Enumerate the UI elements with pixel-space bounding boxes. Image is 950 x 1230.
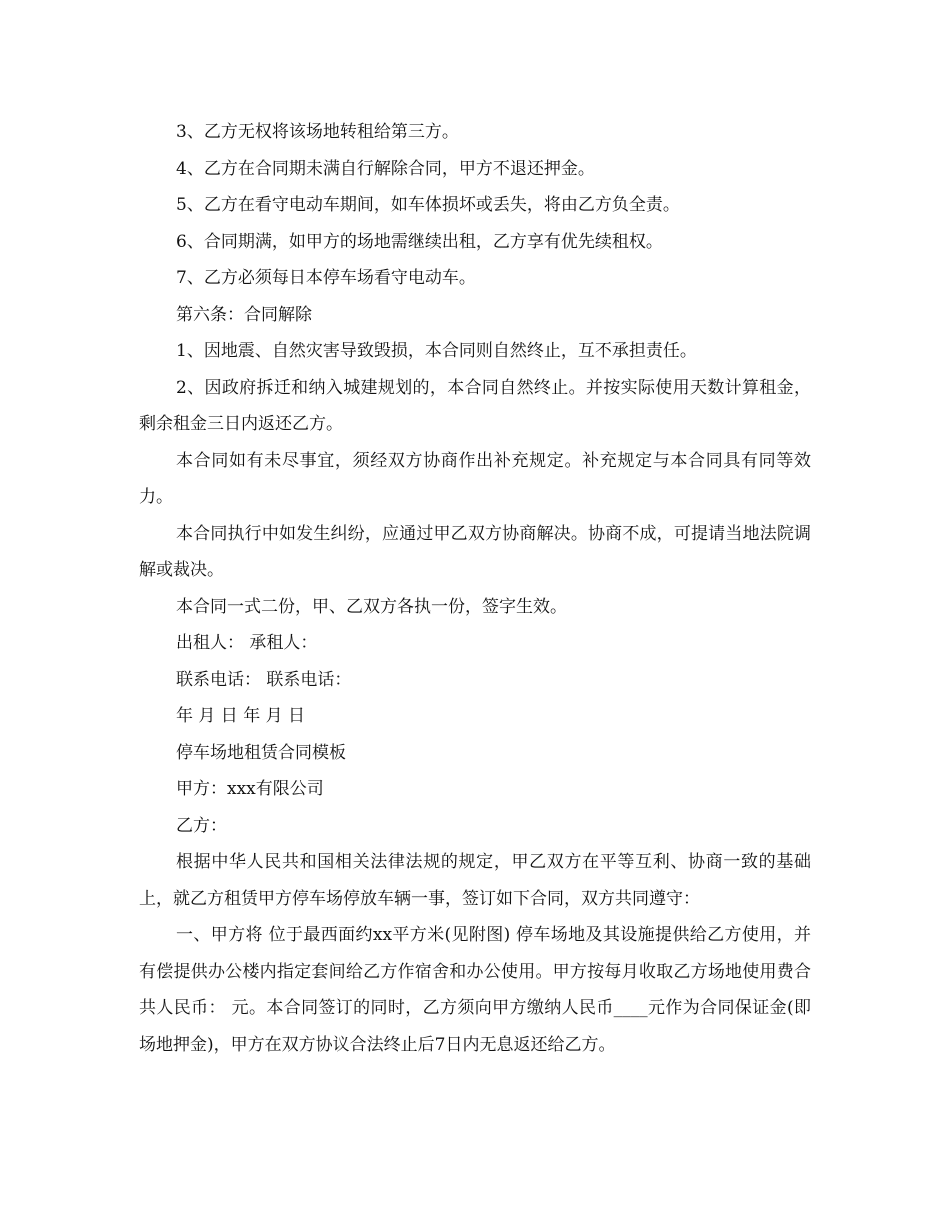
template-title: 停车场地租赁合同模板 (176, 742, 346, 763)
article-6-heading: 第六条：合同解除 (176, 304, 312, 325)
document-body (139, 114, 811, 1063)
article-1-paragraph: 一、甲方将 位于最西面约xx平方米(见附图) 停车场地及其设施提供给乙方使用，并有偿提供办公楼内指定套间给乙方作宿舍和办公使用。甲方按每月收取乙方场地使用费合共人民币： 元。本合同签订的同时，乙方须向甲方缴纳人民币____元作为合同保证金(即场地押金)，甲方在双方协议合法终止后7日内无息返还给乙方。 (139, 925, 811, 1055)
signature-parties-line: 出租人： 承租人： (176, 633, 318, 653)
party-a-line: 甲方：xxx有限公司 (176, 779, 324, 799)
clause-3-no-sublease: 3、乙方无权将该场地转租给第三方。 (176, 122, 459, 142)
clause-7-daily-guard: 7、乙方必须每日本停车场看守电动车。 (176, 268, 476, 288)
date-line: 年 月 日 年 月 日 (176, 706, 306, 726)
clause-6-renewal-priority: 6、合同期满，如甲方的场地需继续出租，乙方享有优先续租权。 (176, 231, 663, 252)
clause-5-liability: 5、乙方在看守电动车期间，如车体损坏或丢失，将由乙方负全责。 (176, 195, 680, 215)
clause-4-early-termination: 4、乙方在合同期未满自行解除合同，甲方不退还押金。 (176, 158, 595, 179)
supplementary-terms-paragraph: 本合同如有未尽事宜，须经双方协商作出补充规定。补充规定与本合同具有同等效力。 (139, 450, 811, 507)
preamble-paragraph: 根据中华人民共和国相关法律法规的规定，甲乙双方在平等互利、协商一致的基础上，就乙方租赁甲方停车场停放车辆一事，签订如下合同，双方共同遵守： (139, 852, 811, 909)
party-b-line: 乙方： (176, 815, 227, 836)
termination-clause-2: 2、因政府拆迁和纳入城建规划的，本合同自然终止。并按实际使用天数计算租金，剩余租金三日内返还乙方。 (139, 377, 811, 434)
dispute-resolution-paragraph: 本合同执行中如发生纠纷，应通过甲乙双方协商解决。协商不成，可提请当地法院调解或裁决。 (139, 523, 811, 580)
contact-phone-line: 联系电话： 联系电话： (176, 669, 352, 690)
termination-clause-1: 1、因地震、自然灾害导致毁损，本合同则自然终止，互不承担责任。 (176, 341, 697, 361)
copies-paragraph: 本合同一式二份，甲、乙双方各执一份，签字生效。 (176, 596, 567, 617)
